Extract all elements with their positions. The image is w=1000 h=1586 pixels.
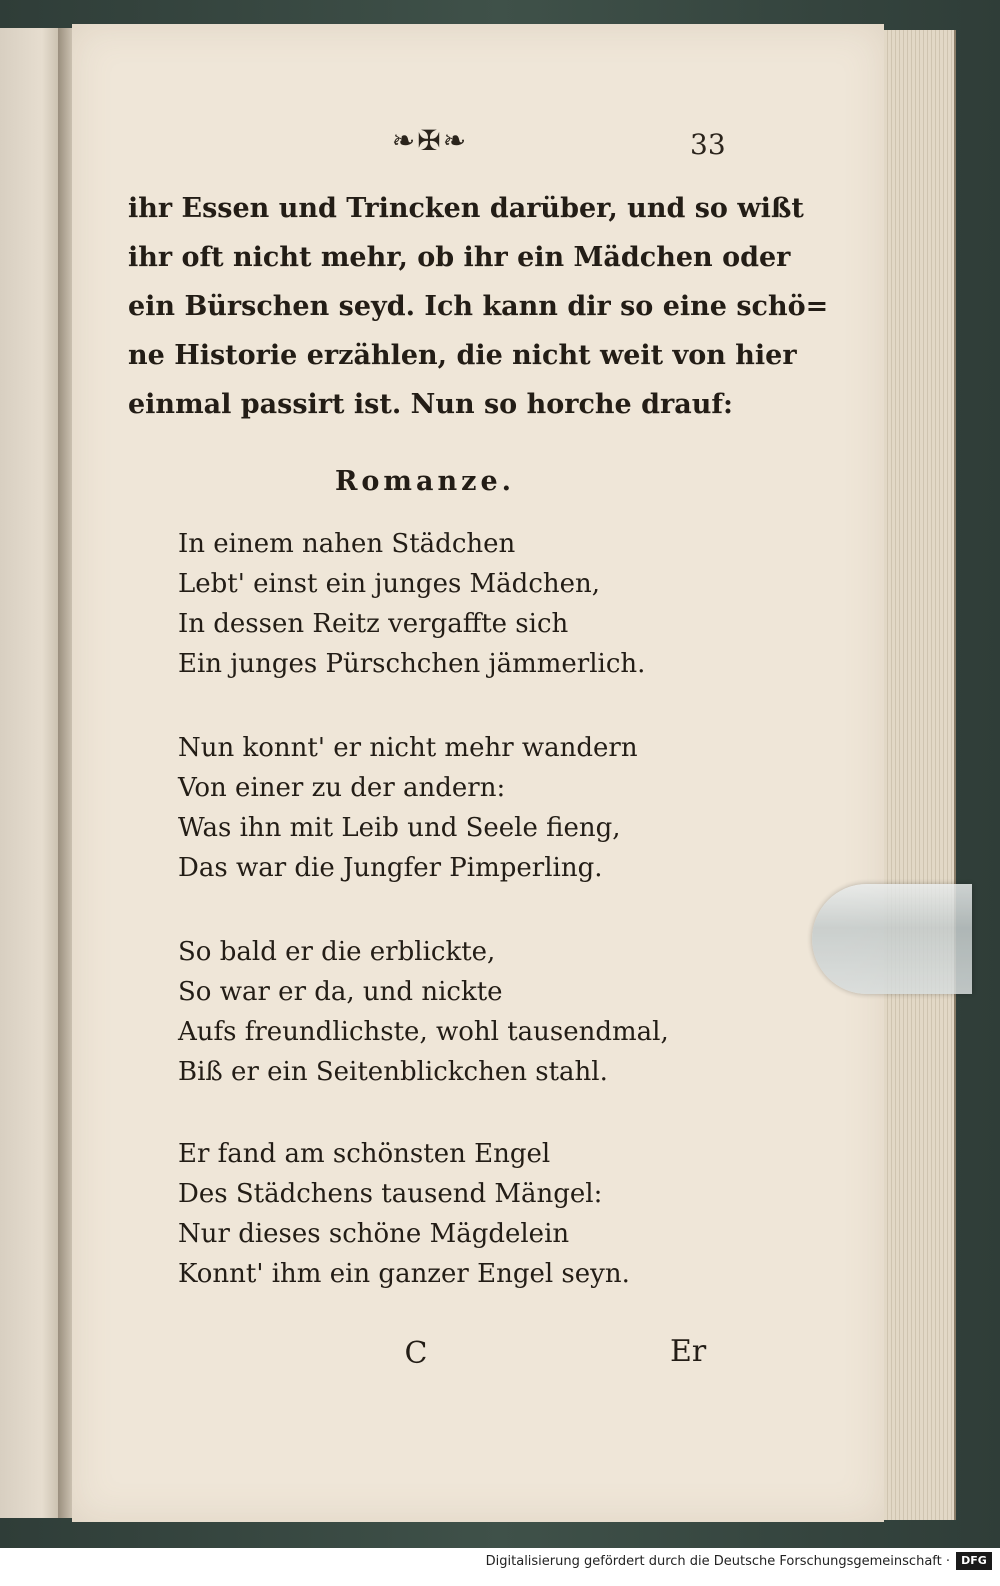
verse-line: Ein junges Pürschchen jämmerlich. bbox=[178, 649, 646, 679]
prose-line: ne Historie erzählen, die nicht weit von hier bbox=[128, 340, 797, 371]
verse-line: Nur dieses schöne Mägdelein bbox=[178, 1219, 570, 1249]
prose-paragraph bbox=[128, 184, 829, 429]
verse-line: So war er da, und nickte bbox=[178, 977, 503, 1007]
page-number: 33 bbox=[690, 128, 726, 161]
verse-line: In dessen Reitz vergaffte sich bbox=[178, 609, 569, 639]
prose-line: ihr oft nicht mehr, ob ihr ein Mädchen oder bbox=[128, 242, 791, 273]
verse-line: Lebt' einst ein junges Mädchen, bbox=[178, 569, 601, 599]
stanza-3 bbox=[178, 932, 669, 1092]
prose-line: ihr Essen und Trincken darüber, und so wißt bbox=[128, 193, 804, 224]
catchword: Er bbox=[670, 1334, 707, 1369]
verse-line: Konnt' ihm ein ganzer Engel seyn. bbox=[178, 1259, 630, 1289]
dfg-logo: DFG bbox=[956, 1552, 992, 1570]
stanza-4 bbox=[178, 1134, 658, 1294]
funding-credit: Digitalisierung gefördert durch die Deutsche Forschungsgemeinschaft · bbox=[485, 1554, 950, 1569]
page-clip bbox=[812, 884, 972, 994]
stanza-2 bbox=[178, 728, 658, 888]
verse-line: Aufs freundlichste, wohl tausendmal, bbox=[178, 1017, 669, 1047]
verse-line: Nun konnt' er nicht mehr wandern bbox=[178, 733, 638, 763]
header-ornament: ❧✠❧ bbox=[391, 124, 469, 157]
signature-mark: C bbox=[404, 1336, 428, 1371]
verse-line: Des Städchens tausend Mängel: bbox=[178, 1179, 603, 1209]
verse-line: In einem nahen Städchen bbox=[178, 529, 516, 559]
stanza-1 bbox=[178, 524, 658, 684]
verse-line: Das war die Jungfer Pimperling. bbox=[178, 853, 603, 883]
verse-line: Von einer zu der andern: bbox=[178, 773, 506, 803]
prose-line: ein Bürschen seyd. Ich kann dir so eine schö= bbox=[128, 291, 829, 322]
verse-line: Er fand am schönsten Engel bbox=[178, 1139, 551, 1169]
page-stack-edge bbox=[884, 30, 956, 1520]
verse-line: Biß er ein Seitenblickchen stahl. bbox=[178, 1057, 608, 1087]
verse-line: Was ihn mit Leib und Seele fieng, bbox=[178, 813, 621, 843]
verse-line: So bald er die erblickte, bbox=[178, 937, 496, 967]
prose-line: einmal passirt ist. Nun so horche drauf: bbox=[128, 389, 733, 420]
left-page-edge bbox=[0, 28, 61, 1518]
poem-title: Romanze. bbox=[334, 466, 516, 497]
